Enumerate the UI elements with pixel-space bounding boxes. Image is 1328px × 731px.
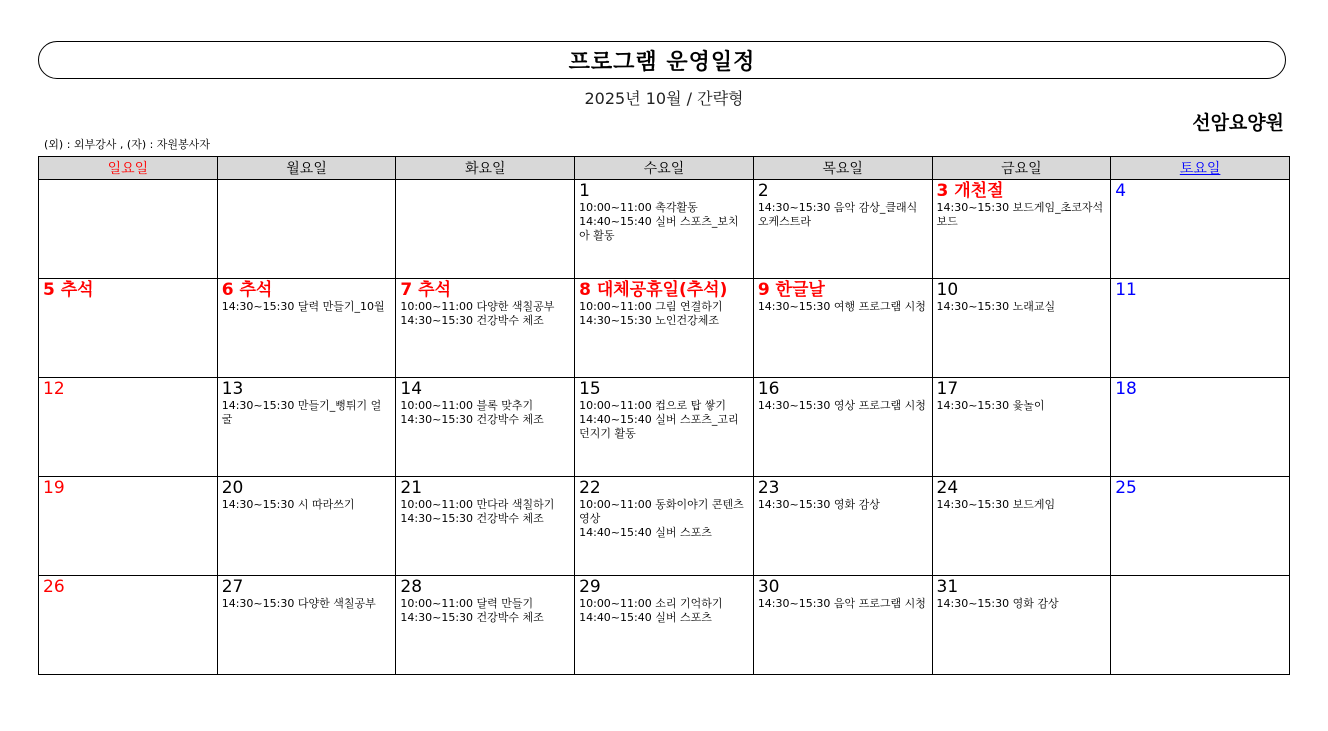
weekday-header-sunday: 일요일 [39,157,218,180]
calendar-day-cell [932,378,1111,477]
day-cell-content [575,378,753,475]
schedule-event: 14:30~15:30 노래교실 [936,300,1056,313]
day-cell-content [396,378,574,475]
calendar-week-row [39,477,1290,576]
schedule-event: 14:30~15:30 만들기_뻥튀기 얼굴 [221,399,382,426]
calendar-day-cell [39,477,218,576]
day-cell-content [218,180,396,277]
schedule-event: 10:00~11:00 다양한 색칠공부 [400,300,555,313]
weekday-header-tuesday: 화요일 [396,157,575,180]
calendar-day-cell [217,477,396,576]
calendar-day-cell [932,477,1111,576]
day-number: 13 [221,379,244,399]
day-number: 8 대체공휴일(추석) [579,280,728,300]
day-cell-content [396,576,574,673]
calendar-day-cell [932,279,1111,378]
schedule-event: 14:30~15:30 음악 감상_클래식 오케스트라 [757,201,918,228]
schedule-event: 14:40~15:40 실버 스포츠 [579,526,712,539]
day-cell-content [1111,279,1289,376]
schedule-event: 14:30~15:30 영화 감상 [757,498,880,511]
day-cell-content [933,279,1111,376]
schedule-event: 14:30~15:30 영상 프로그램 시청 [757,399,926,412]
calendar-day-cell [575,279,754,378]
day-cell-content [39,477,217,574]
calendar-day-cell [396,279,575,378]
weekday-header-monday: 월요일 [217,157,396,180]
schedule-event: 10:00~11:00 소리 기억하기 [579,597,723,610]
day-cell-content [1111,576,1289,673]
calendar-day-cell [1111,576,1290,675]
calendar-day-cell [753,378,932,477]
day-number: 22 [579,478,601,498]
day-number: 6 추석 [221,280,273,300]
day-number: 25 [1115,478,1137,498]
calendar-day-cell [39,378,218,477]
day-cell-content [575,477,753,574]
schedule-event: 14:30~15:30 건강박수 체조 [400,314,544,327]
day-number: 12 [43,379,65,399]
schedule-event: 14:30~15:30 건강박수 체조 [400,512,544,525]
calendar-week-row [39,279,1290,378]
day-number: 7 추석 [400,280,451,300]
day-number: 24 [936,478,959,498]
day-cell-content [396,279,574,376]
schedule-event: 10:00~11:00 동화이야기 콘텐츠영상 [579,498,744,525]
day-number: 21 [400,478,423,498]
organization-name: 선암요양원 [1192,112,1284,134]
calendar-day-cell [753,477,932,576]
calendar-week-row [39,576,1290,675]
day-cell-content [754,279,932,376]
day-cell-content [39,180,217,277]
day-number: 27 [221,577,244,597]
day-cell-content [575,576,753,673]
schedule-event: 14:30~15:30 시 따라쓰기 [221,498,355,511]
day-cell-content [754,576,932,673]
calendar-day-cell [217,576,396,675]
schedule-event: 14:30~15:30 달력 만들기_10월 [221,300,385,313]
day-cell-content [575,279,753,376]
day-number: 16 [757,379,780,399]
day-number: 18 [1115,379,1137,399]
day-cell-content [754,180,932,277]
calendar-day-cell [1111,378,1290,477]
day-number: 19 [43,478,65,498]
weekday-header-row [39,157,1290,180]
day-cell-content [218,576,396,673]
schedule-event: 10:00~11:00 컵으로 탑 쌓기 [579,399,726,412]
legend-text: (외) : 외부강사 , (자) : 자원봉사자 [44,138,210,151]
calendar-week-row [39,180,1290,279]
day-number: 5 추석 [43,280,94,300]
schedule-event: 14:30~15:30 노인건강체조 [579,314,719,327]
day-cell-content [933,378,1111,475]
calendar-week-row [39,378,1290,477]
page-subtitle: 2025년 10월 / 간략형 [584,89,744,108]
calendar-body [39,180,1290,675]
calendar-day-cell [396,576,575,675]
day-cell-content [1111,477,1289,574]
day-cell-content [933,576,1111,673]
schedule-event: 14:30~15:30 건강박수 체조 [400,611,544,624]
weekday-header-friday: 금요일 [932,157,1111,180]
schedule-event: 14:40~15:40 실버 스포츠_보치아 활동 [579,215,739,242]
day-cell-content [39,279,217,376]
schedule-event: 10:00~11:00 그림 연결하기 [579,300,723,313]
calendar-day-cell [396,378,575,477]
day-number: 20 [221,478,244,498]
day-number: 4 [1115,181,1127,201]
day-cell-content [575,180,753,277]
calendar-day-cell [217,378,396,477]
calendar-day-cell [39,180,218,279]
day-number: 30 [757,577,780,597]
day-number: 11 [1115,280,1137,300]
calendar-day-cell [217,180,396,279]
day-cell-content [933,477,1111,574]
calendar-day-cell [932,576,1111,675]
weekday-header-thursday: 목요일 [753,157,932,180]
day-cell-content [39,378,217,475]
day-number: 15 [579,379,601,399]
calendar-day-cell [575,180,754,279]
day-number: 10 [936,280,959,300]
day-number: 17 [936,379,959,399]
schedule-event: 14:30~15:30 보드게임_초코자석보드 [936,201,1104,228]
day-cell-content [754,378,932,475]
day-number: 3 개천절 [936,181,1004,201]
schedule-event: 14:30~15:30 건강박수 체조 [400,413,544,426]
weekday-header-wednesday: 수요일 [575,157,754,180]
title-banner [38,41,1286,79]
day-number: 31 [936,577,959,597]
schedule-event: 14:30~15:30 보드게임 [936,498,1056,511]
schedule-event: 10:00~11:00 만다라 색칠하기 [400,498,555,511]
schedule-event: 14:30~15:30 영화 감상 [936,597,1059,610]
day-number: 23 [757,478,780,498]
day-cell-content [1111,180,1289,277]
day-number: 2 [757,181,769,201]
day-cell-content [396,180,574,277]
calendar-table [38,156,1290,675]
day-cell-content [933,180,1111,277]
schedule-event: 14:30~15:30 여행 프로그램 시청 [757,300,926,313]
calendar-day-cell [753,576,932,675]
schedule-event: 10:00~11:00 달력 만들기 [400,597,534,610]
calendar-day-cell [575,477,754,576]
page-title: 프로그램 운영일정 [568,49,756,75]
calendar-day-cell [753,180,932,279]
calendar-day-cell [575,576,754,675]
day-number: 29 [579,577,601,597]
schedule-event: 14:40~15:40 실버 스포츠_고리던지기 활동 [579,413,739,440]
calendar-day-cell [932,180,1111,279]
calendar-day-cell [575,378,754,477]
calendar-day-cell [39,279,218,378]
schedule-event: 14:40~15:40 실버 스포츠 [579,611,712,624]
day-number: 14 [400,379,423,399]
day-number: 9 한글날 [757,280,825,300]
schedule-event: 10:00~11:00 블록 맞추기 [400,399,534,412]
day-number: 28 [400,577,423,597]
day-number: 1 [579,181,590,201]
calendar-day-cell [753,279,932,378]
day-cell-content [754,477,932,574]
day-cell-content [396,477,574,574]
day-cell-content [39,576,217,673]
calendar-day-cell [1111,477,1290,576]
day-cell-content [218,477,396,574]
day-cell-content [218,279,396,376]
day-cell-content [218,378,396,475]
day-number: 26 [43,577,65,597]
calendar-day-cell [217,279,396,378]
calendar-day-cell [396,477,575,576]
calendar-day-cell [396,180,575,279]
schedule-event: 10:00~11:00 촉각활동 [579,201,698,214]
schedule-event: 14:30~15:30 다양한 색칠공부 [221,597,376,610]
schedule-event: 14:30~15:30 윷놀이 [936,399,1045,412]
calendar-day-cell [39,576,218,675]
calendar-day-cell [1111,279,1290,378]
calendar-day-cell [1111,180,1290,279]
day-cell-content [1111,378,1289,475]
weekday-header-saturday: 토요일 [1111,157,1290,180]
schedule-event: 14:30~15:30 음악 프로그램 시청 [757,597,926,610]
